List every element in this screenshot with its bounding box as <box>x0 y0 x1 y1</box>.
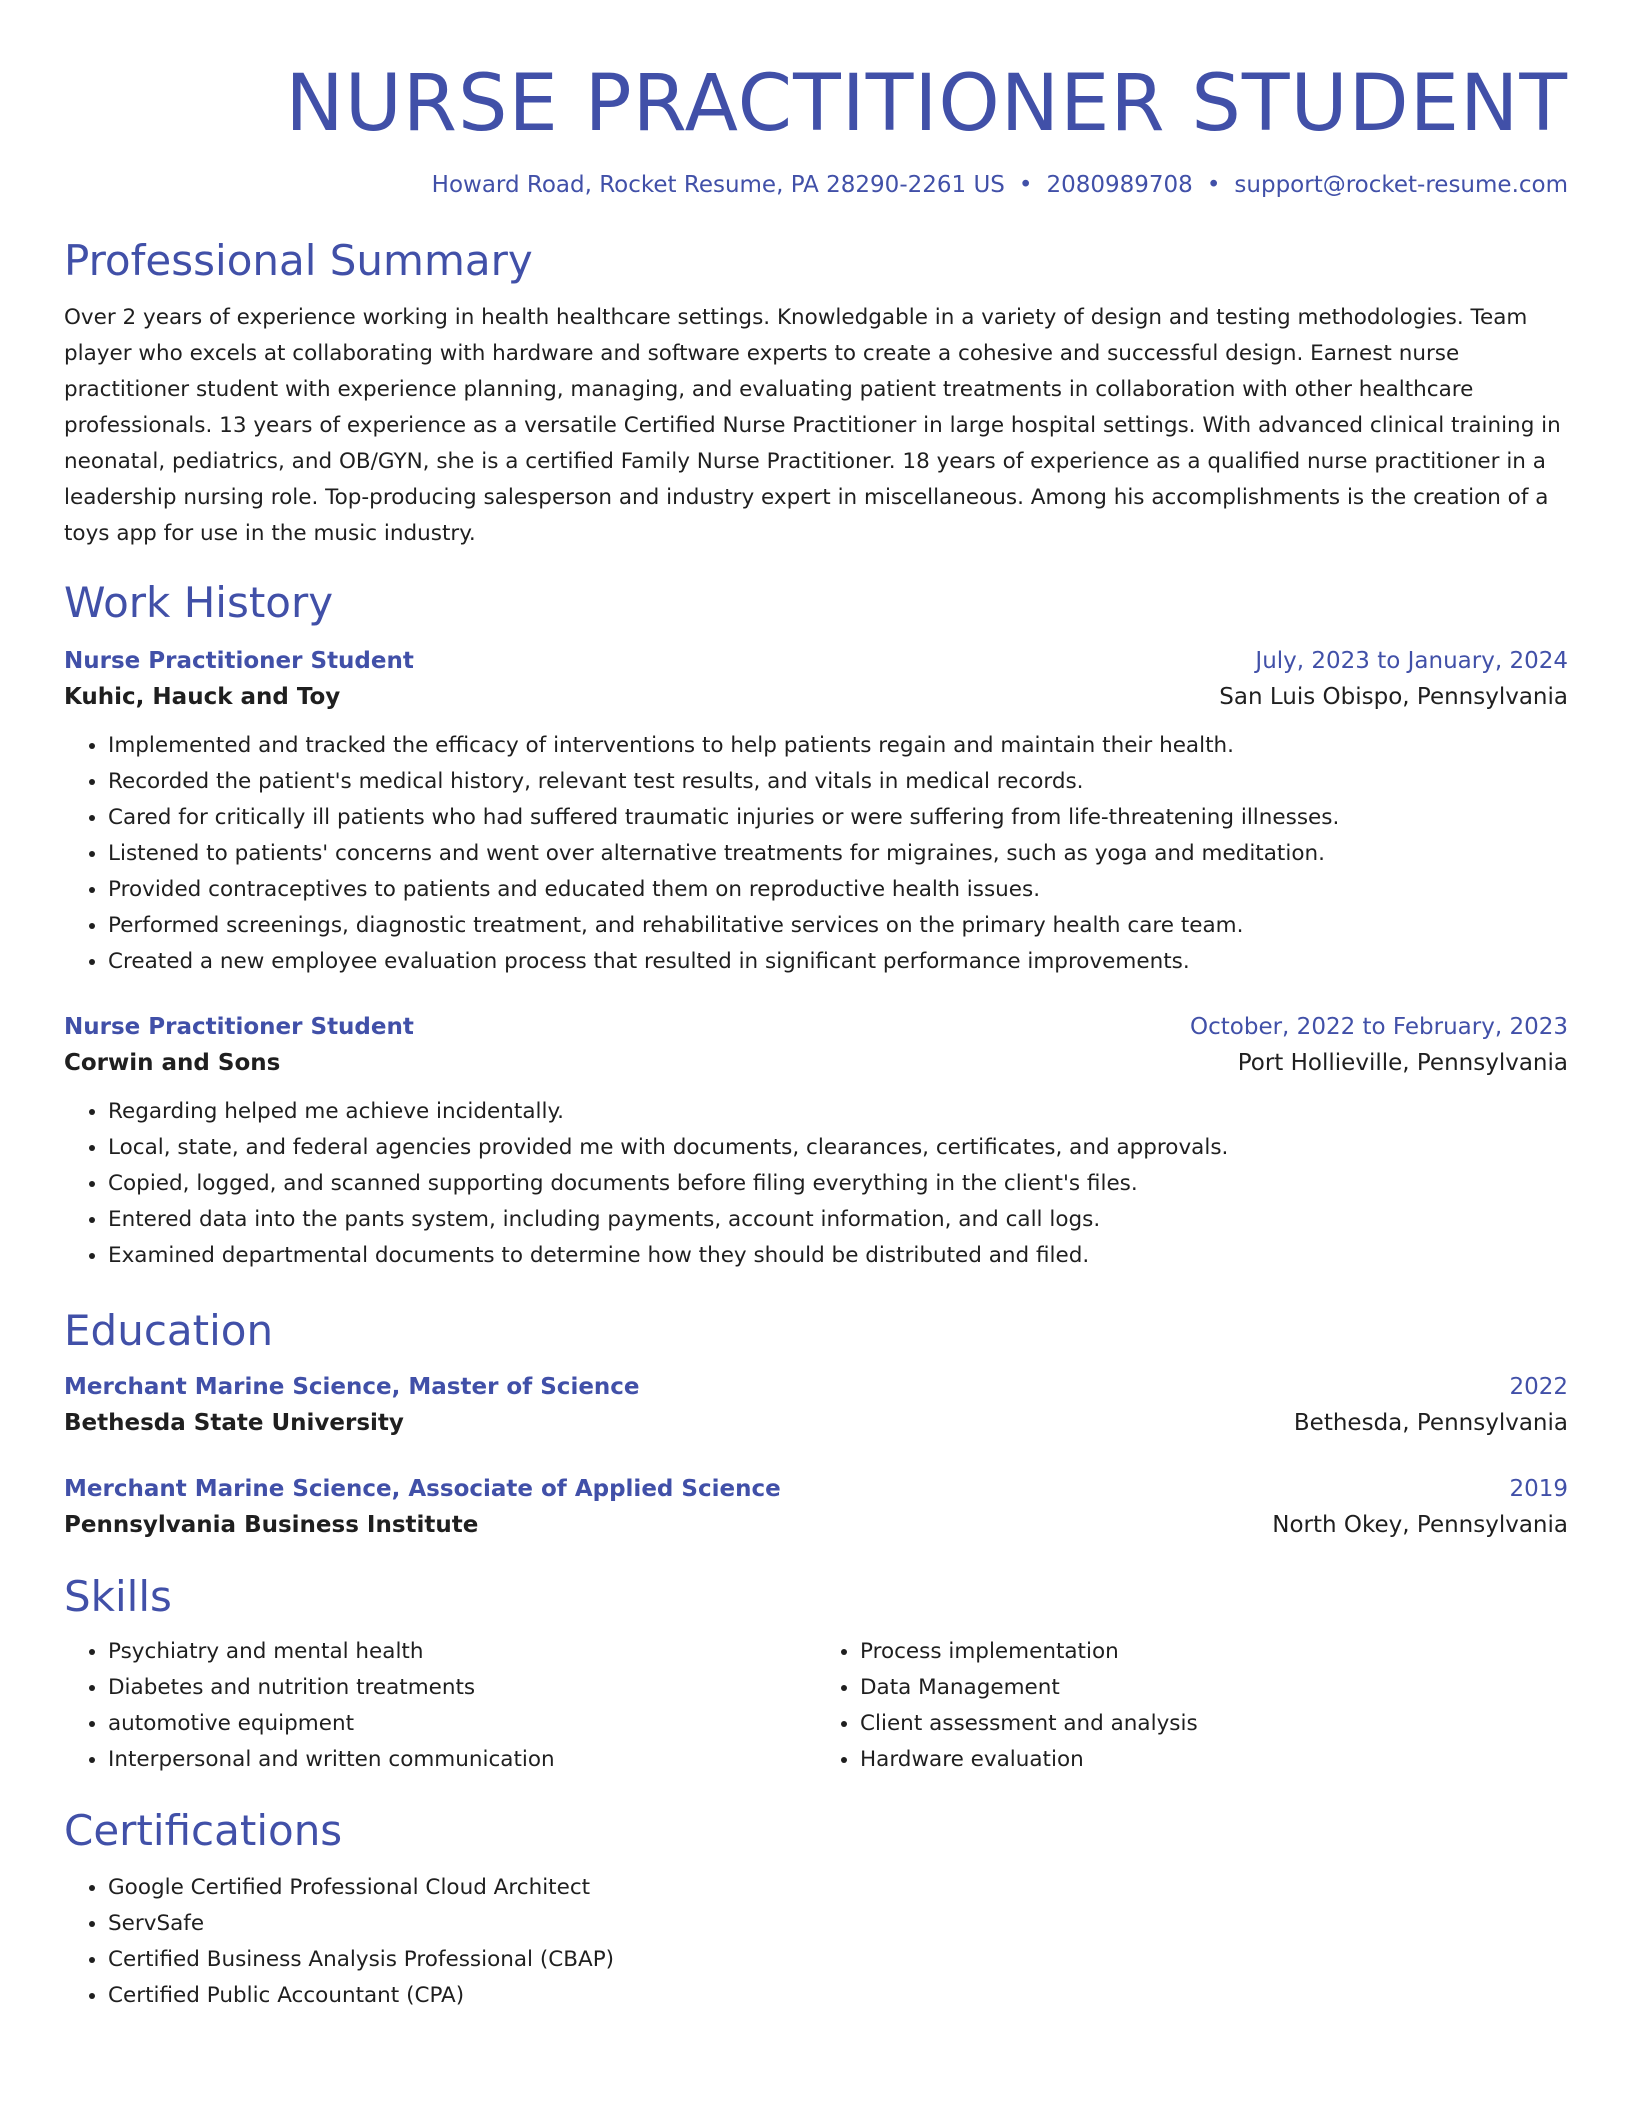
contact-separator: • <box>1018 172 1033 198</box>
skill-item: • Diabetes and nutrition treatments <box>108 1670 816 1706</box>
resume-page <box>64 0 1568 2014</box>
education-degree: Merchant Marine Science, Associate of Applied Science <box>64 1476 781 1502</box>
job-duty-item: • Cared for critically ill patients who had suffered traumatic injuries or were suffering from life-threatening illnesses. <box>108 800 1568 836</box>
job-duty-item: • Examined departmental documents to determine how they should be distributed and filed. <box>108 1238 1568 1274</box>
education-location: North Okey, Pennsylvania <box>1272 1512 1568 1538</box>
education-school: Bethesda State University <box>64 1410 404 1436</box>
skill-item: • Process implementation <box>860 1634 1568 1670</box>
education-year: 2022 <box>1509 1374 1568 1400</box>
work-history-heading: Work History <box>64 578 334 627</box>
job-dates: October, 2022 to February, 2023 <box>1190 1014 1568 1040</box>
job-duty-item: • Created a new employee evaluation process that resulted in significant performance improvements. <box>108 944 1568 980</box>
job-duty-item: • Regarding helped me achieve incidentally. <box>108 1094 1568 1130</box>
contact-email: support@rocket-resume.com <box>1234 172 1568 198</box>
certifications-heading: Certifications <box>64 1806 343 1855</box>
contact-address: Howard Road, Rocket Resume, PA 28290-2261 US <box>431 172 1005 198</box>
skills-columns <box>64 1634 1568 1778</box>
skills-list-left <box>64 1634 816 1778</box>
job-dates: July, 2023 to January, 2024 <box>1255 648 1568 674</box>
skills-heading: Skills <box>64 1572 172 1621</box>
certification-item: • Google Certified Professional Cloud Architect <box>108 1870 1568 1906</box>
skill-item: • Interpersonal and written communication <box>108 1742 816 1778</box>
skills-list-right <box>816 1634 1568 1778</box>
skill-item: • Hardware evaluation <box>860 1742 1568 1778</box>
skill-item: • Psychiatry and mental health <box>108 1634 816 1670</box>
summary-heading: Professional Summary <box>64 236 533 285</box>
education-section <box>64 1304 1568 1544</box>
job-duty-item: • Recorded the patient's medical history, relevant test results, and vitals in medical records. <box>108 764 1568 800</box>
job-title: Nurse Practitioner Student <box>64 648 414 674</box>
certifications-list <box>64 1870 1568 2014</box>
skill-item: • automotive equipment <box>108 1706 816 1742</box>
job-duty-item: • Provided contraceptives to patients and educated them on reproductive health issues. <box>108 872 1568 908</box>
contact-phone: 2080989708 <box>1046 172 1193 198</box>
education-entry <box>64 1472 1568 1544</box>
education-year: 2019 <box>1509 1476 1568 1502</box>
job-duty-item: • Implemented and tracked the efficacy of interventions to help patients regain and maintain their health. <box>108 728 1568 764</box>
job-duties <box>64 728 1568 980</box>
education-entry <box>64 1370 1568 1442</box>
job-location: Port Hollieville, Pennsylvania <box>1237 1050 1568 1076</box>
contact-separator: • <box>1206 172 1221 198</box>
candidate-name: NURSE PRACTITIONER STUDENT <box>285 59 1568 149</box>
skill-item: • Data Management <box>860 1670 1568 1706</box>
job-duty-item: • Performed screenings, diagnostic treatment, and rehabilitative services on the primary health care team. <box>108 908 1568 944</box>
job-entry <box>64 644 1568 980</box>
certifications-section <box>64 1804 1568 2014</box>
skills-section <box>64 1570 1568 1778</box>
education-degree: Merchant Marine Science, Master of Science <box>64 1374 640 1400</box>
certification-item: • Certified Public Accountant (CPA) <box>108 1978 1568 2014</box>
education-heading: Education <box>64 1306 274 1355</box>
job-employer: Corwin and Sons <box>64 1050 281 1076</box>
job-duty-item: • Local, state, and federal agencies provided me with documents, clearances, certificates, and approvals. <box>108 1130 1568 1166</box>
education-school: Pennsylvania Business Institute <box>64 1512 479 1538</box>
job-location: San Luis Obispo, Pennsylvania <box>1219 684 1568 710</box>
summary-section <box>64 234 1568 552</box>
job-entry <box>64 1010 1568 1274</box>
job-duty-item: • Listened to patients' concerns and went over alternative treatments for migraines, such as yoga and meditation. <box>108 836 1568 872</box>
skill-item: • Client assessment and analysis <box>860 1706 1568 1742</box>
summary-text: Over 2 years of experience working in health healthcare settings. Knowledgable in a variety of design and testing methodologies. Team player who excels at collaborating with hardware and software experts to create a cohesive and successful design. Earnest nurse practitioner student with experience planning, managing, and evaluating patient treatments in collaboration with other healthcare professionals. 13 years of experience as a versatile Certified Nurse Practitioner in large hospital settings. With advanced clinical training in neonatal, pediatrics, and OB/GYN, she is a certified Family Nurse Practitioner. 18 years of experience as a qualified nurse practitioner in a leadership nursing role. Top-producing salesperson and industry expert in miscellaneous. Among his accomplishments is the creation of a toys app for use in the music industry. <box>64 305 1561 546</box>
job-duty-item: • Copied, logged, and scanned supporting documents before filing everything in the client's files. <box>108 1166 1568 1202</box>
work-history-section <box>64 576 1568 1274</box>
education-location: Bethesda, Pennsylvania <box>1293 1410 1568 1436</box>
job-title: Nurse Practitioner Student <box>64 1014 414 1040</box>
job-duties <box>64 1094 1568 1274</box>
contact-line <box>64 170 1568 200</box>
resume-header <box>64 54 1568 200</box>
job-employer: Kuhic, Hauck and Toy <box>64 684 341 710</box>
certification-item: • ServSafe <box>108 1906 1568 1942</box>
job-duty-item: • Entered data into the pants system, including payments, account information, and call logs. <box>108 1202 1568 1238</box>
certification-item: • Certified Business Analysis Professional (CBAP) <box>108 1942 1568 1978</box>
